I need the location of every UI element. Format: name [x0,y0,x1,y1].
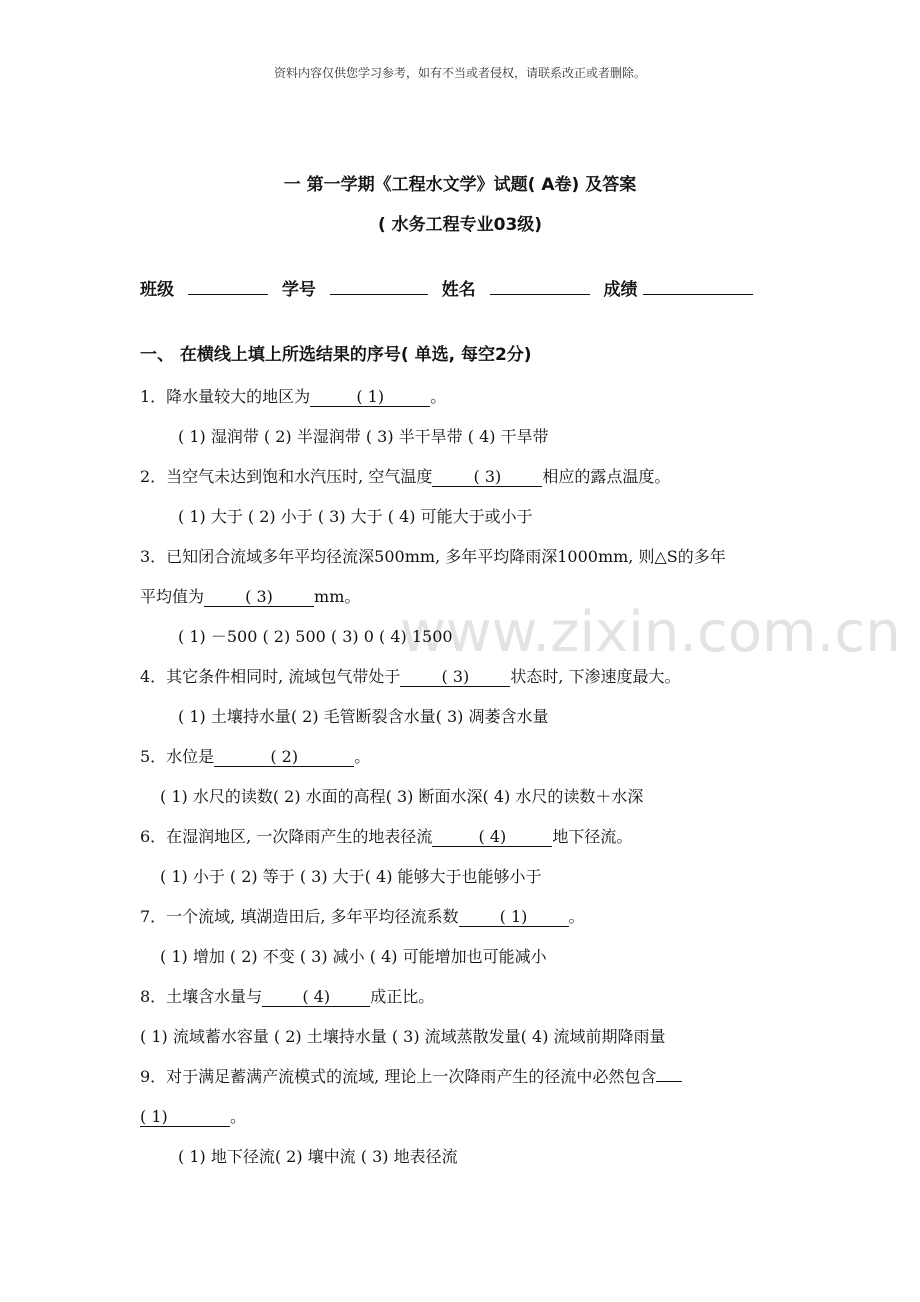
answer-blank: ( 1) [140,1108,230,1127]
watermark: www.zixin.com.cn [400,600,901,665]
question-8: 8．土壤含水量与 ( 4) 成正比。 [140,987,435,1006]
section-heading: 一、 在横线上填上所选结果的序号( 单选, 每空2分) [140,345,532,365]
page-subtitle: ( 水务工程专业03级) [377,215,543,235]
question-3: 3．已知闭合流域多年平均径流深500mm, 多年平均降雨深1000mm, 则△S的多年 [140,547,726,566]
answer-blank: ( 4) [262,988,370,1007]
question-9-line2: ( 1) 。 [140,1107,247,1126]
question-3-options: ( 1) －500 ( 2) 500 ( 3) 0 ( 4) 1500 [178,627,453,646]
question-5: 5．水位是 ( 2) 。 [140,747,371,766]
question-5-options: ( 1) 水尺的读数( 2) 水面的高程( 3) 断面水深( 4) 水尺的读数＋水深 [160,787,644,806]
class-field[interactable] [188,294,268,295]
question-4-options: ( 1) 土壤持水量( 2) 毛管断裂含水量( 3) 凋萎含水量 [178,707,549,726]
question-7-options: ( 1) 增加 ( 2) 不变 ( 3) 减小 ( 4) 可能增加也可能减小 [160,947,547,966]
student-id-field[interactable] [330,294,428,295]
question-2: 2．当空气未达到饱和水汽压时, 空气温度 ( 3) 相应的露点温度。 [140,467,671,486]
question-4: 4．其它条件相同时, 流域包气带处于 ( 3) 状态时, 下渗速度最大。 [140,667,681,686]
copyright-notice: 资料内容仅供您学习参考，如有不当或者侵权，请联系改正或者删除。 [273,66,646,80]
question-9: 9．对于满足蓄满产流模式的流域, 理论上一次降雨产生的径流中必然包含 [140,1064,682,1087]
student-info-row [140,275,753,300]
class-label: 班级 [140,280,174,300]
answer-blank: ( 3) [400,668,510,687]
answer-blank: ( 3) [204,588,314,607]
question-1: 1．降水量较大的地区为 ( 1) 。 [140,387,447,406]
page-title: 一 第一学期《工程水文学》试题( A卷) 及答案 [283,175,637,195]
question-6-options: ( 1) 小于 ( 2) 等于 ( 3) 大于( 4) 能够大于也能够小于 [160,867,542,886]
name-label: 姓名 [441,280,476,300]
question-2-options: ( 1) 大于 ( 2) 小于 ( 3) 大于 ( 4) 可能大于或小于 [178,507,533,526]
score-label: 成绩 [603,280,638,300]
answer-blank: ( 1) [310,388,430,407]
question-9-options: ( 1) 地下径流( 2) 壤中流 ( 3) 地表径流 [178,1147,458,1166]
question-6: 6．在湿润地区, 一次降雨产生的地表径流 ( 4) 地下径流。 [140,827,633,846]
question-7: 7．一个流域, 填湖造田后, 多年平均径流系数 ( 1) 。 [140,907,585,926]
answer-blank: ( 2) [214,748,354,767]
name-field[interactable] [490,294,590,295]
question-3-line2: 平均值为 ( 3) mm。 [140,587,361,606]
score-field[interactable] [643,294,753,295]
answer-blank: ( 1) [459,908,569,927]
question-8-options: ( 1) 流域蓄水容量 ( 2) 土壤持水量 ( 3) 流域蒸散发量( 4) 流域前期降雨量 [140,1027,666,1046]
question-1-options: ( 1) 湿润带 ( 2) 半湿润带 ( 3) 半干旱带 ( 4) 干旱带 [178,427,549,446]
answer-blank: ( 4) [432,828,552,847]
answer-blank: ( 3) [432,468,542,487]
student-id-label: 学号 [281,280,316,300]
